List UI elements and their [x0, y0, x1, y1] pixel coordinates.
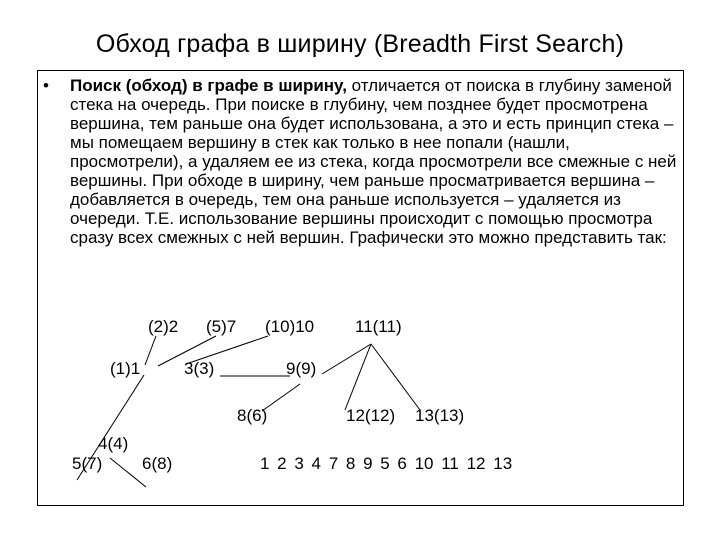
node-11: 11(11): [355, 317, 402, 336]
node-12: 12(12): [346, 406, 396, 425]
edge-1-2: [145, 336, 156, 365]
node-8: 8(6): [237, 406, 268, 425]
edge-9-8: [262, 384, 300, 411]
traversal-order: 1 2 3 4 7 8 9 5 6 10 11 12 13: [260, 454, 513, 473]
node-6: 6(8): [142, 454, 173, 473]
node-5: (5)7: [206, 317, 237, 336]
node-4: 4(4): [98, 434, 129, 453]
edge-11-13: [371, 344, 420, 410]
paragraph-lead: Поиск (обход) в графе в ширину,: [70, 76, 347, 95]
slide-title: Обход графа в ширину (Breadth First Search): [95, 30, 625, 58]
node-13: 13(13): [415, 406, 465, 425]
node-9: 9(9): [286, 359, 317, 378]
node-10: (10)10: [265, 317, 315, 336]
bullet-marker: •: [43, 76, 49, 95]
node-7: 5(7): [72, 454, 103, 473]
node-2: (2)2: [148, 317, 179, 336]
edge-4-6: [110, 458, 146, 487]
paragraph-text: отличается от поиска в глубину заменой стека на очередь. При поиске в глубину, чем позднее будет просмотрена вершина, тем раньше она будет использована, а это и есть принцип стека – мы помещаем вершину в стек как только в нее попали (нашли, просмотрели), а удаляем ее из стека, когда просмотрели все смежные с ней вершины. При обходе в ширину, чем раньше просматривается вершина – добавляется в очередь, тем она раньше используется – удаляется из очереди. Т.Е. использование вершины происходит с помощью просмотра сразу всех смежных с ней вершин. Графически это можно представить так:: [70, 76, 677, 247]
node-1: (1)1: [110, 359, 141, 378]
node-3: 3(3): [184, 359, 215, 378]
edge-9-11: [322, 344, 371, 374]
edge-11-12: [345, 344, 371, 410]
